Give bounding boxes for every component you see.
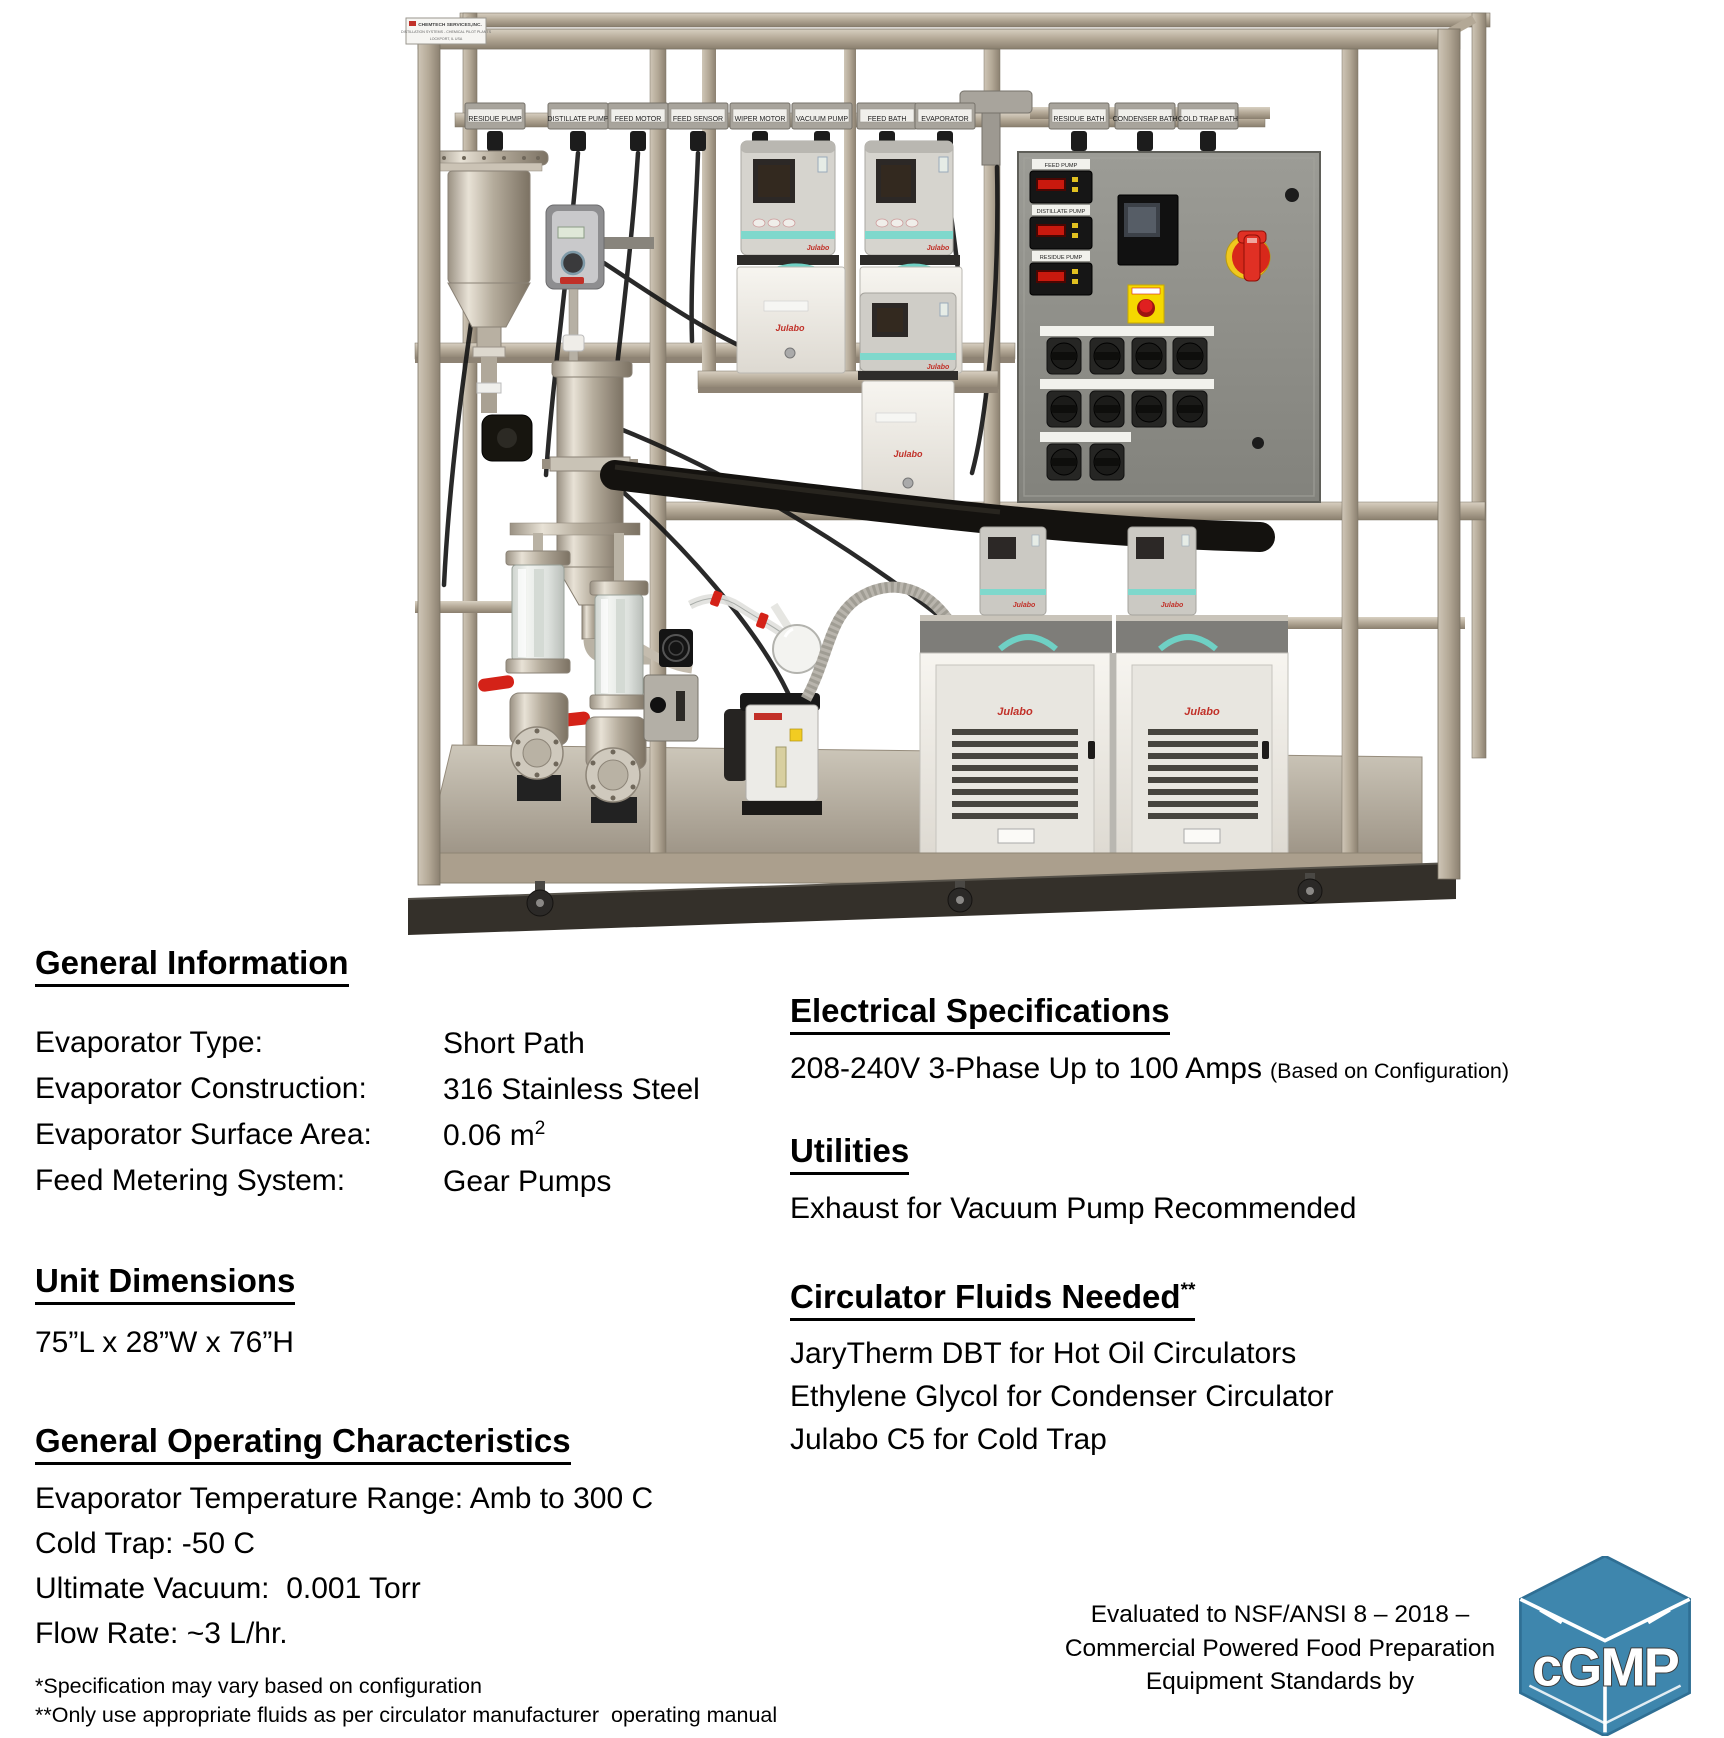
footnote: **Only use appropriate fluids as per circulator manufacturer operating manual (35, 1702, 778, 1727)
plate-line: DISTILLATION SYSTEMS - CHEMICAL PILOT PLANTS (401, 30, 491, 34)
cgmp-cube-icon (1513, 1556, 1697, 1736)
chiller-circulator-head (1128, 527, 1196, 615)
equipment-illustration (360, 5, 1500, 940)
operating-line: Evaporator Temperature Range: Amb to 300 C (35, 1482, 654, 1515)
operating-line: Cold Trap: -50 C (35, 1527, 256, 1560)
junction-label: COLD TRAP BATH (1178, 116, 1238, 123)
section-title-electrical: Electrical Specifications (790, 992, 1170, 1035)
glass-adapters (690, 590, 821, 673)
section-title-unit-dimensions: Unit Dimensions (35, 1262, 295, 1305)
spec-row (35, 1072, 700, 1118)
feed-vessel (432, 151, 548, 461)
pid-label: RESIDUE PUMP (1039, 255, 1083, 261)
control-panel (1018, 152, 1320, 502)
brand-logo: Julabo (1160, 602, 1184, 609)
cgmp-logo (1513, 1556, 1697, 1736)
certification-line: Evaluated to NSF/ANSI 8 – 2018 – (1090, 1601, 1470, 1628)
spec-label: Evaporator Type: (35, 1026, 263, 1059)
junction-label: EVAPORATOR (921, 116, 969, 123)
pid-label: DISTILLATE PUMP (1036, 209, 1086, 215)
valve-handle (477, 675, 514, 693)
electrical-note: (Based on Configuration) (1269, 1059, 1510, 1083)
plate-line: CHEMTECH SERVICES,INC. (418, 23, 482, 28)
brand-logo: Julabo (926, 245, 950, 252)
brand-logo: Julabo (775, 323, 805, 333)
certification-text (1040, 1598, 1520, 1699)
local-control-box (644, 675, 698, 741)
spec-label: Feed Metering System: (35, 1164, 346, 1197)
fluids-lines (790, 1332, 1334, 1461)
spec-value: Short Path (443, 1027, 585, 1060)
spec-label: Evaporator Surface Area: (35, 1118, 372, 1151)
equipment-photo (360, 5, 1500, 940)
spec-value: Gear Pumps (443, 1165, 612, 1198)
junction-label: VACUUM PUMP (796, 116, 848, 123)
keck-clamp (710, 590, 724, 607)
section-title-utilities: Utilities (790, 1132, 909, 1175)
emergency-stop (1128, 285, 1164, 323)
section-title-circulator-fluids: Circulator Fluids Needed** (790, 1278, 1195, 1321)
junction-label: DISTILLATE PUMP (547, 116, 609, 123)
operating-lines (35, 1476, 653, 1656)
utilities-line: Exhaust for Vacuum Pump Recommended (790, 1192, 1357, 1225)
junction-label: RESIDUE BATH (1053, 116, 1105, 123)
junction-label: RESIDUE PUMP (468, 116, 522, 123)
junction-label: FEED MOTOR (614, 116, 662, 123)
brand-logo: Julabo (1184, 706, 1220, 718)
fluid-line: JaryTherm DBT for Hot Oil Circulators (790, 1337, 1297, 1370)
round-flask (773, 625, 821, 673)
spec-row (35, 1118, 700, 1164)
chiller-units (920, 527, 1288, 861)
cgmp-logo-text: cGMP (1532, 1637, 1678, 1698)
brand-logo: Julabo (893, 449, 923, 459)
plate-line: LOCKPORT, IL USA (429, 37, 463, 41)
spec-row (35, 1026, 700, 1072)
manufacturer-plate (401, 18, 492, 44)
spec-row (35, 1164, 700, 1210)
panel-hole (1252, 437, 1264, 449)
brand-logo: Julabo (806, 245, 830, 252)
junction-label: FEED BATH (867, 116, 907, 123)
brand-logo: Julabo (926, 364, 950, 371)
junction-label: WIPER MOTOR (734, 116, 786, 123)
panel-hole (1285, 188, 1299, 202)
certification-line: Commercial Powered Food Preparation (1064, 1634, 1496, 1662)
brand-logo: Julabo (1012, 602, 1036, 609)
middle-circulator (858, 293, 958, 503)
spec-label: Evaporator Construction: (35, 1072, 367, 1105)
junction-label: FEED SENSOR (672, 116, 724, 123)
graphic-controller (1118, 195, 1178, 265)
section-title-operating-characteristics: General Operating Characteristics (35, 1422, 571, 1465)
general-information-rows (35, 1026, 700, 1210)
unit-dimensions-text: 75”L x 28”W x 76”H (35, 1326, 294, 1359)
spec-value: 0.06 $m^2$ (443, 1118, 546, 1152)
junction-label: CONDENSER BATH (1112, 116, 1178, 123)
cold-trap-fan (659, 629, 693, 667)
fluid-line: Julabo C5 for Cold Trap (790, 1423, 1107, 1456)
electrical-line (790, 1046, 1509, 1094)
electrical-main: 208-240V 3-Phase Up to 100 Amps (790, 1052, 1262, 1085)
spec-value: 316 Stainless Steel (443, 1073, 700, 1106)
operating-line: Flow Rate: ~3 L/hr. (35, 1617, 288, 1650)
certification-line: Equipment Standards by (1145, 1668, 1415, 1695)
pid-label: FEED PUMP (1044, 163, 1078, 169)
chiller-circulator-head (980, 527, 1046, 615)
footnote: *Specification may vary based on configuration (35, 1674, 482, 1698)
section-title-general-information: General Information (35, 944, 349, 987)
operating-line: Ultimate Vacuum: 0.001 Torr (35, 1572, 421, 1605)
brand-logo: Julabo (997, 706, 1033, 718)
footnotes (35, 1672, 777, 1729)
fluid-line: Ethylene Glycol for Condenser Circulator (790, 1380, 1334, 1413)
